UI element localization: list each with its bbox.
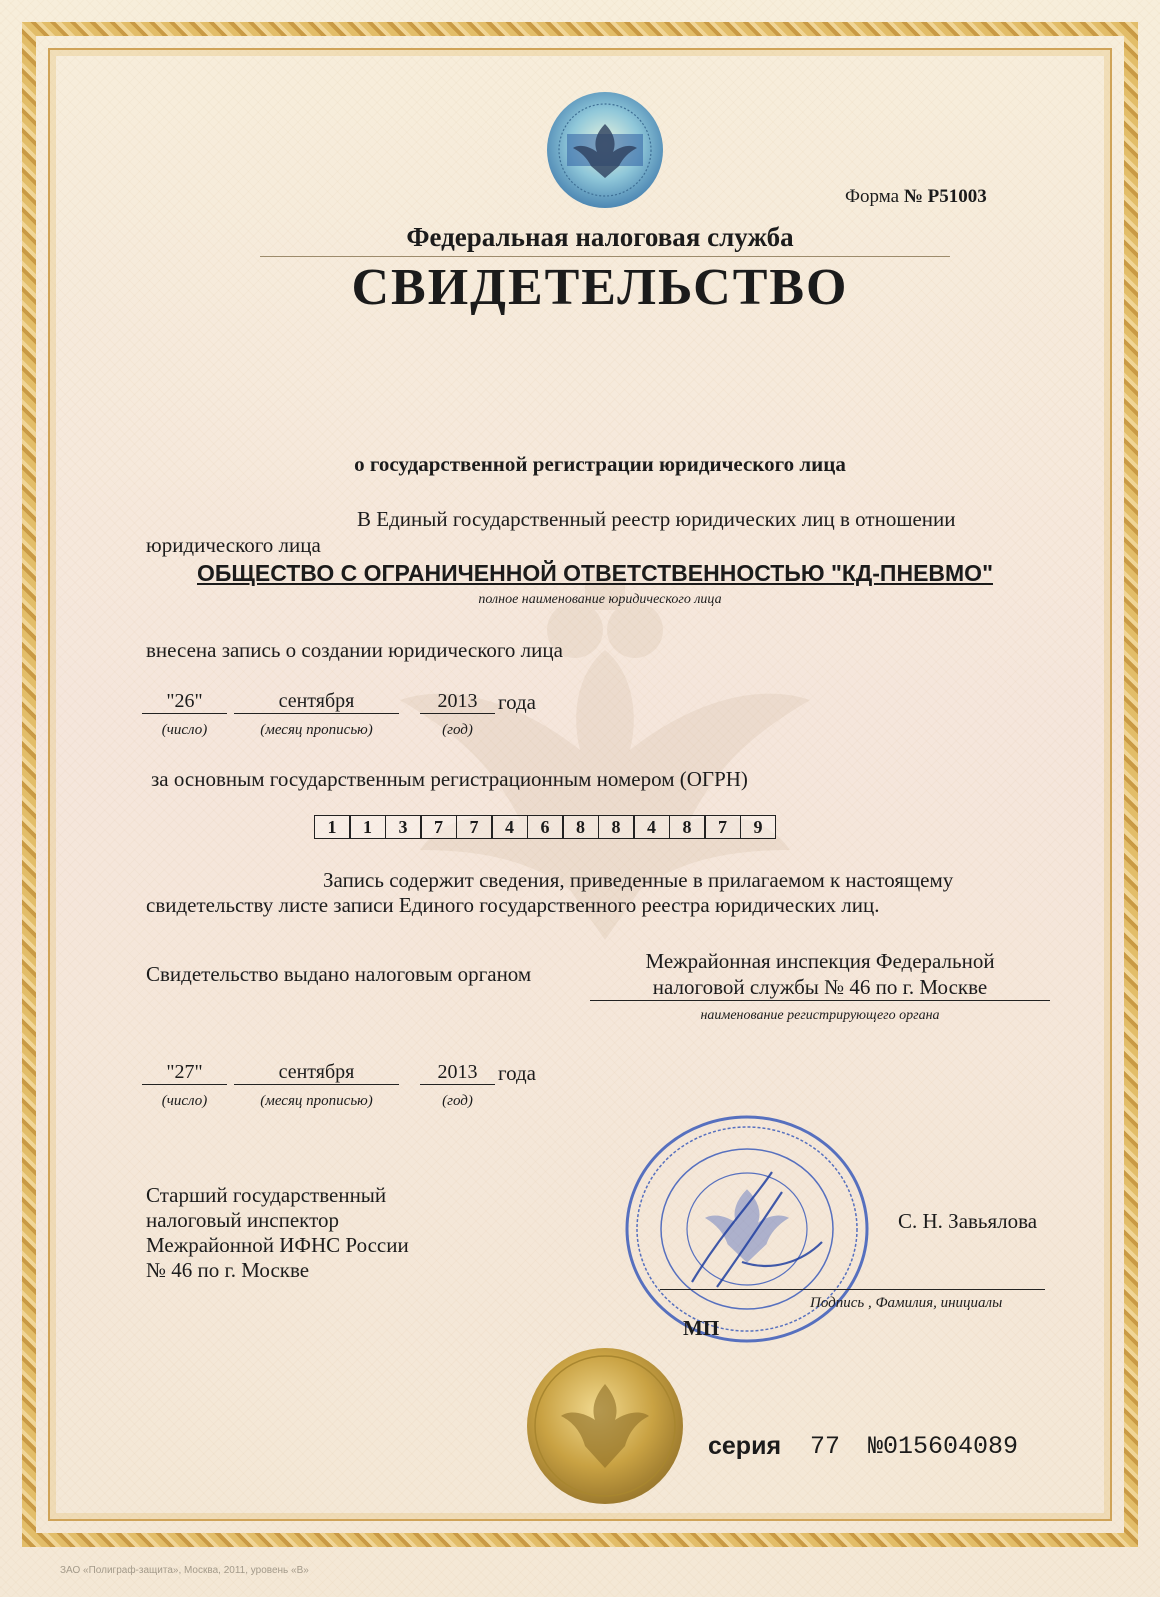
signer-name: С. Н. Завьялова <box>898 1209 1038 1233</box>
ogrn-digit: 8 <box>563 815 599 839</box>
ogrn-digit: 1 <box>314 815 350 839</box>
record-year-caption: (год) <box>442 722 473 738</box>
series-value: 77 <box>810 1432 841 1461</box>
record-month: сентября <box>234 690 399 714</box>
agency-rule <box>260 256 950 257</box>
ogrn-digit: 1 <box>350 815 386 839</box>
issuer-caption: наименование регистрирующего органа <box>700 1008 940 1023</box>
issue-year-caption: (год) <box>442 1093 473 1109</box>
agency-name: Федеральная налоговая служба <box>406 222 794 252</box>
ogrn-digit: 8 <box>598 815 634 839</box>
ogrn-digit: 6 <box>527 815 563 839</box>
record-year-suffix: года <box>498 690 536 714</box>
ogrn-digit: 8 <box>669 815 705 839</box>
stamp-place-label: МП <box>683 1316 720 1340</box>
ogrn-digit: 9 <box>740 815 776 839</box>
signer-position-line: № 46 по г. Москве <box>146 1258 310 1282</box>
issue-year: 2013 <box>420 1061 495 1085</box>
issuer-line-2: налоговой службы № 46 по г. Москве <box>590 975 1050 1001</box>
ogrn-digit: 4 <box>492 815 528 839</box>
issuer-line-1: Межрайонная инспекция Федеральной <box>645 949 995 973</box>
entity-name: ОБЩЕСТВО С ОГРАНИЧЕННОЙ ОТВЕТСТВЕННОСТЬЮ "КД-ПНЕВМО" <box>197 560 993 586</box>
certificate-subtitle: о государственной регистрации юридического лица <box>354 452 846 476</box>
signer-position <box>146 1183 409 1283</box>
page-title: СВИДЕТЕЛЬСТВО <box>351 259 849 316</box>
form-number: Форма № Р51003 <box>845 186 987 207</box>
signer-position-line: Старший государственный <box>146 1183 387 1207</box>
ogrn-digit: 7 <box>705 815 741 839</box>
ogrn-text: за основным государственным регистрационным номером (ОГРН) <box>151 767 748 791</box>
signer-position-line: налоговый инспектор <box>146 1208 340 1232</box>
certificate-number: №015604089 <box>868 1432 1019 1461</box>
intro-line-1: В Единый государственный реестр юридических лиц в отношении <box>357 507 956 531</box>
ogrn-digit: 3 <box>385 815 421 839</box>
ogrn-digit: 4 <box>634 815 670 839</box>
signature-line <box>660 1289 1045 1290</box>
contents-line-1: Запись содержит сведения, приведенные в прилагаемом к настоящему <box>323 868 954 892</box>
signer-position-line: Межрайонной ИФНС России <box>146 1233 409 1257</box>
issue-month-caption: (месяц прописью) <box>260 1093 373 1109</box>
record-day-caption: (число) <box>161 722 208 738</box>
printer-footer: ЗАО «Полиграф-защита», Москва, 2011, уровень «В» <box>60 1565 309 1576</box>
entity-name-caption: полное наименование юридического лица <box>478 592 722 607</box>
intro-line-2: юридического лица <box>146 533 321 557</box>
record-text: внесена запись о создании юридического лица <box>146 638 563 662</box>
hologram-emblem-icon <box>545 90 665 210</box>
issued-by-label: Свидетельство выдано налоговым органом <box>146 962 532 986</box>
issue-day: "27" <box>142 1061 227 1085</box>
issue-day-caption: (число) <box>161 1093 208 1109</box>
gold-foil-seal-icon <box>525 1346 685 1506</box>
series-label: серия <box>708 1432 782 1460</box>
issue-year-suffix: года <box>498 1061 536 1085</box>
record-month-caption: (месяц прописью) <box>260 722 373 738</box>
record-year: 2013 <box>420 690 495 714</box>
signature-caption: Подпись , Фамилия, инициалы <box>810 1295 1003 1311</box>
ogrn-digit: 7 <box>456 815 492 839</box>
issue-month: сентября <box>234 1061 399 1085</box>
record-day: "26" <box>142 690 227 714</box>
ogrn-digit: 7 <box>421 815 457 839</box>
contents-line-2: свидетельству листе записи Единого государственного реестра юридических лиц. <box>146 893 880 917</box>
ogrn-number <box>314 815 784 841</box>
